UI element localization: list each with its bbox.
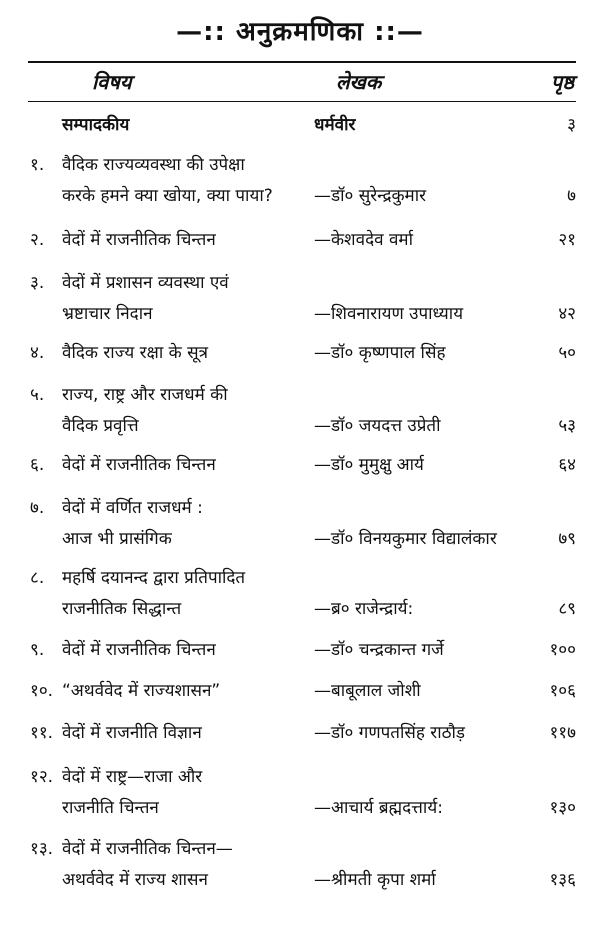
entry-line	[0, 635, 600, 665]
entry-line	[0, 380, 600, 410]
entry-line	[0, 225, 600, 255]
entry-page-number: १०६	[549, 681, 576, 701]
entry-author: —डॉ० कृष्णपाल सिंह	[314, 343, 446, 363]
entry-line	[0, 793, 600, 823]
entry-author: —आचार्य ब्रह्मदत्तार्य:	[314, 798, 443, 818]
entry-subject: वैदिक प्रवृत्ति	[62, 416, 139, 436]
entry-page-number: ७९	[558, 529, 576, 549]
entry-subject: महर्षि दयानन्द द्वारा प्रतिपादित	[62, 568, 246, 588]
entry-subject: वेदों में राजनीति विज्ञान	[62, 723, 202, 743]
entry-page-number: २१	[558, 230, 576, 250]
entry-number: ११.	[30, 723, 54, 743]
entry-page-number: ३	[567, 115, 576, 135]
entry-subject: वैदिक राज्य रक्षा के सूत्र	[62, 343, 208, 363]
entry-subject: वैदिक राज्यव्यवस्था की उपेक्षा	[62, 155, 245, 175]
entry-line	[0, 563, 600, 593]
entry-author: —श्रीमती कृपा शर्मा	[314, 870, 436, 890]
entry-line	[0, 594, 600, 624]
entry-author: —डॉ० मुमुक्षु आर्य	[314, 455, 424, 475]
entry-number: ७.	[30, 498, 45, 518]
entry-author: —डॉ० जयदत्त उप्रेती	[314, 416, 441, 436]
entry-subject: वेदों में राष्ट्र—राजा और	[62, 767, 203, 787]
entry-subject: वेदों में प्रशासन व्यवस्था एवं	[62, 273, 229, 293]
entry-number: २.	[30, 230, 45, 250]
entry-page-number: ४२	[558, 304, 576, 324]
column-header-subject: विषय	[92, 70, 132, 94]
entry-number: १०.	[30, 681, 54, 701]
entry-subject: वेदों में राजनीतिक चिन्तन	[62, 640, 216, 660]
entry-line	[0, 865, 600, 895]
entry-line	[0, 493, 600, 523]
entry-page-number: १३६	[549, 870, 576, 890]
entry-author: —डॉ० सुरेन्द्रकुमार	[314, 186, 427, 206]
entry-page-number: ५३	[558, 416, 576, 436]
entry-line	[0, 150, 600, 180]
entry-page-number: ७	[567, 186, 576, 206]
entry-page-number: १००	[549, 640, 576, 660]
entry-line	[0, 299, 600, 329]
entry-author: —शिवनारायण उपाध्याय	[314, 304, 464, 324]
entry-subject: अथर्ववेद में राज्य शासन	[62, 870, 208, 890]
entry-line	[0, 718, 600, 748]
entry-author: —केशवदेव वर्मा	[314, 230, 413, 250]
entry-number: १.	[30, 155, 45, 175]
column-header-page: पृष्ठ	[550, 70, 574, 94]
entry-line	[0, 834, 600, 864]
entry-line	[0, 181, 600, 211]
entry-author: —डॉ० गणपतसिंह राठौड़	[314, 723, 466, 743]
entry-number: ४.	[30, 343, 45, 363]
entry-page-number: १३०	[549, 798, 576, 818]
entry-subject: आज भी प्रासंगिक	[62, 529, 172, 549]
entry-number: १३.	[30, 839, 54, 859]
entry-line	[0, 450, 600, 480]
entry-author: —ब्र० राजेन्द्रार्य:	[314, 599, 414, 619]
entry-page-number: ११७	[549, 723, 576, 743]
entry-number: ८.	[30, 568, 45, 588]
entry-author: —डॉ० चन्द्रकान्त गर्जे	[314, 640, 444, 660]
entry-subject: राज्य, राष्ट्र और राजधर्म की	[62, 385, 228, 405]
entry-subject: राजनीतिक सिद्धान्त	[62, 599, 182, 619]
column-header-author: लेखक	[336, 70, 382, 94]
entry-line	[0, 110, 600, 140]
entry-page-number: ८९	[558, 599, 576, 619]
entry-number: ९.	[30, 640, 45, 660]
entry-number: ६.	[30, 455, 45, 475]
entry-author: —बाबूलाल जोशी	[314, 681, 421, 701]
entry-subject: वेदों में राजनीतिक चिन्तन	[62, 455, 216, 475]
entry-author: —डॉ० विनयकुमार विद्यालंकार	[314, 529, 497, 549]
entry-line	[0, 524, 600, 554]
entry-subject: राजनीति चिन्तन	[62, 798, 159, 818]
entry-page-number: ६४	[558, 455, 576, 475]
entry-subject: वेदों में राजनीतिक चिन्तन—	[62, 839, 233, 859]
entry-line	[0, 676, 600, 706]
entry-line	[0, 762, 600, 792]
entry-line	[0, 268, 600, 298]
entry-subject: सम्पादकीय	[62, 115, 130, 135]
entry-subject: भ्रष्टाचार निदान	[62, 304, 153, 324]
entry-subject: वेदों में राजनीतिक चिन्तन	[62, 230, 216, 250]
entry-subject: “अथर्ववेद में राज्यशासन”	[62, 681, 221, 701]
entry-author: धर्मवीर	[314, 115, 356, 135]
entry-line	[0, 338, 600, 368]
page-title: —:: अनुक्रमणिका ::—	[176, 17, 424, 47]
entry-number: १२.	[30, 767, 54, 787]
entry-number: ५.	[30, 385, 45, 405]
entry-page-number: ५०	[558, 343, 576, 363]
entry-line	[0, 411, 600, 441]
entry-subject: करके हमने क्या खोया, क्या पाया?	[62, 186, 273, 206]
entry-subject: वेदों में वर्णित राजधर्म :	[62, 498, 203, 518]
entry-number: ३.	[30, 273, 45, 293]
